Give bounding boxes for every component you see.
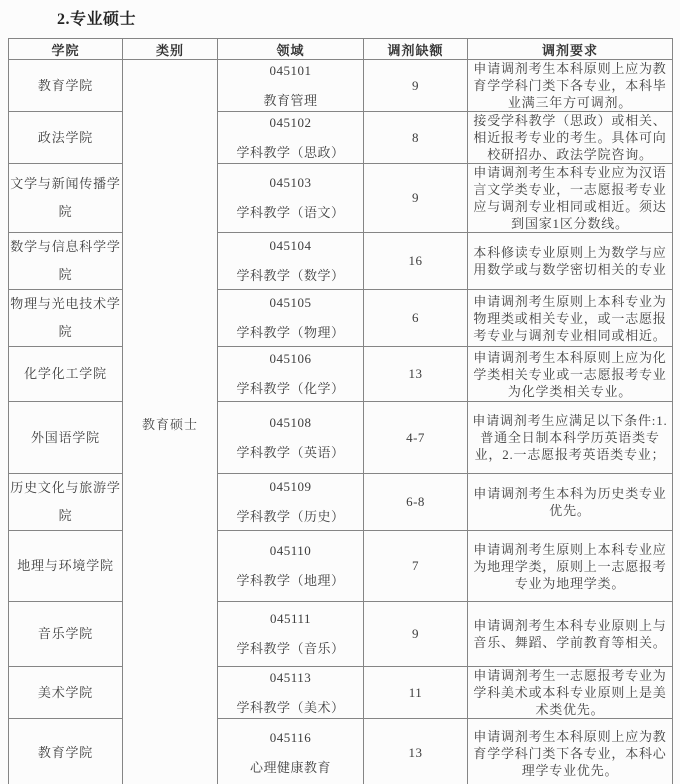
field-cell <box>218 602 364 667</box>
quota-cell: 11 <box>364 667 468 719</box>
requirement-cell: 申请调剂考生本科原则上应为化学类相关专业或一志愿报考专业为化学类相关专业。 <box>468 347 673 402</box>
header-category: 类别 <box>123 39 218 60</box>
table-row <box>9 233 673 290</box>
table-row <box>9 667 673 719</box>
field-name: 学科教学（地理） <box>236 573 345 588</box>
field-code: 045113 <box>269 669 312 685</box>
requirement-cell: 申请调剂考生原则上本科专业应为地理学类，原则上一志愿报考专业为地理学类。 <box>468 531 673 602</box>
field-code: 045101 <box>269 62 312 78</box>
requirement-cell: 申请调剂考生本科为历史类专业优先。 <box>468 474 673 531</box>
college-cell: 化学化工学院 <box>9 347 123 402</box>
adjustment-quota-table <box>8 38 673 784</box>
field-code: 045116 <box>269 730 312 745</box>
table-row <box>9 719 673 784</box>
quota-cell: 13 <box>364 347 468 402</box>
field-name: 教育管理 <box>263 92 318 108</box>
category-cell: 教育硕士 <box>123 60 218 784</box>
header-field: 领域 <box>218 39 364 60</box>
college-cell: 外国语学院 <box>9 402 123 474</box>
field-cell <box>218 164 364 233</box>
field-cell <box>218 290 364 347</box>
quota-cell: 6-8 <box>364 474 468 531</box>
section-title: 2.专业硕士 <box>57 11 137 28</box>
quota-cell: 4-7 <box>364 402 468 474</box>
field-name: 心理健康教育 <box>249 760 331 775</box>
quota-cell: 13 <box>364 719 468 784</box>
field-code: 045103 <box>269 175 312 190</box>
field-code: 045109 <box>269 479 312 494</box>
requirement-cell: 申请调剂考生一志愿报考专业为学科美术或本科专业原则上是美术类优先。 <box>468 667 673 719</box>
quota-cell: 9 <box>364 164 468 233</box>
college-cell: 音乐学院 <box>9 602 123 667</box>
quota-cell: 7 <box>364 531 468 602</box>
table-row <box>9 474 673 531</box>
field-cell <box>218 60 364 112</box>
field-cell <box>218 719 364 784</box>
field-name: 学科教学（美术） <box>236 699 345 715</box>
college-cell: 政法学院 <box>9 112 123 164</box>
requirement-cell: 接受学科教学（思政）或相关、相近报考专业的考生。具体可向校研招办、政法学院咨询。 <box>468 112 673 164</box>
table-row <box>9 531 673 602</box>
field-cell <box>218 112 364 164</box>
header-quota: 调剂缺额 <box>364 39 468 60</box>
requirement-cell: 申请调剂考生本科原则上应为教育学学科门类下各专业，本科心理学专业优先。 <box>468 719 673 784</box>
quota-cell: 9 <box>364 602 468 667</box>
quota-cell: 16 <box>364 233 468 290</box>
college-cell: 教育学院 <box>9 60 123 112</box>
requirement-cell: 申请调剂考生本科专业应为汉语言文学类专业，一志愿报考专业应与调剂专业相同或相近。须达到国家1区分数线。 <box>468 164 673 233</box>
field-name: 学科教学（历史） <box>236 509 345 524</box>
field-name: 学科教学（数学） <box>236 268 345 283</box>
field-code: 045110 <box>269 543 312 558</box>
field-cell <box>218 474 364 531</box>
field-code: 045102 <box>269 114 312 130</box>
table-header-row <box>9 39 673 60</box>
table-row <box>9 60 673 112</box>
field-name: 学科教学（语文） <box>236 205 345 220</box>
field-code: 045108 <box>269 414 312 430</box>
field-name: 学科教学（思政） <box>236 144 345 160</box>
field-code: 045106 <box>269 351 312 366</box>
table-row <box>9 602 673 667</box>
requirement-cell: 申请调剂考生应满足以下条件:1.普通全日制本科学历英语类专业，2.一志愿报考英语类专业； <box>468 402 673 474</box>
field-name: 学科教学（音乐） <box>236 641 345 656</box>
requirement-cell: 申请调剂考生本科专业原则上与音乐、舞蹈、学前教育等相关。 <box>468 602 673 667</box>
college-cell: 美术学院 <box>9 667 123 719</box>
field-cell <box>218 233 364 290</box>
field-cell <box>218 667 364 719</box>
college-cell: 历史文化与旅游学院 <box>9 474 123 531</box>
table-row <box>9 164 673 233</box>
college-cell: 物理与光电技术学院 <box>9 290 123 347</box>
college-cell: 教育学院 <box>9 719 123 784</box>
header-college: 学院 <box>9 39 123 60</box>
field-code: 045111 <box>269 611 312 626</box>
quota-cell: 9 <box>364 60 468 112</box>
requirement-cell: 申请调剂考生原则上本科专业为物理类或相关专业，或一志愿报考专业与调剂专业相同或相近。 <box>468 290 673 347</box>
college-cell: 文学与新闻传播学院 <box>9 164 123 233</box>
college-cell: 地理与环境学院 <box>9 531 123 602</box>
field-code: 045105 <box>269 295 312 310</box>
field-name: 学科教学（化学） <box>236 381 345 396</box>
table-row <box>9 112 673 164</box>
field-code: 045104 <box>269 238 312 253</box>
header-requirement: 调剂要求 <box>468 39 673 60</box>
field-cell <box>218 347 364 402</box>
college-cell: 数学与信息科学学院 <box>9 233 123 290</box>
quota-cell: 6 <box>364 290 468 347</box>
requirement-cell: 申请调剂考生本科原则上应为教育学学科门类下各专业，本科毕业满三年方可调剂。 <box>468 60 673 112</box>
field-name: 学科教学（英语） <box>236 444 345 460</box>
field-cell <box>218 402 364 474</box>
requirement-cell: 本科修读专业原则上为数学与应用数学或与数学密切相关的专业 <box>468 233 673 290</box>
field-cell <box>218 531 364 602</box>
table-row <box>9 290 673 347</box>
field-name: 学科教学（物理） <box>236 325 345 340</box>
quota-cell: 8 <box>364 112 468 164</box>
table-row <box>9 347 673 402</box>
table-row <box>9 402 673 474</box>
